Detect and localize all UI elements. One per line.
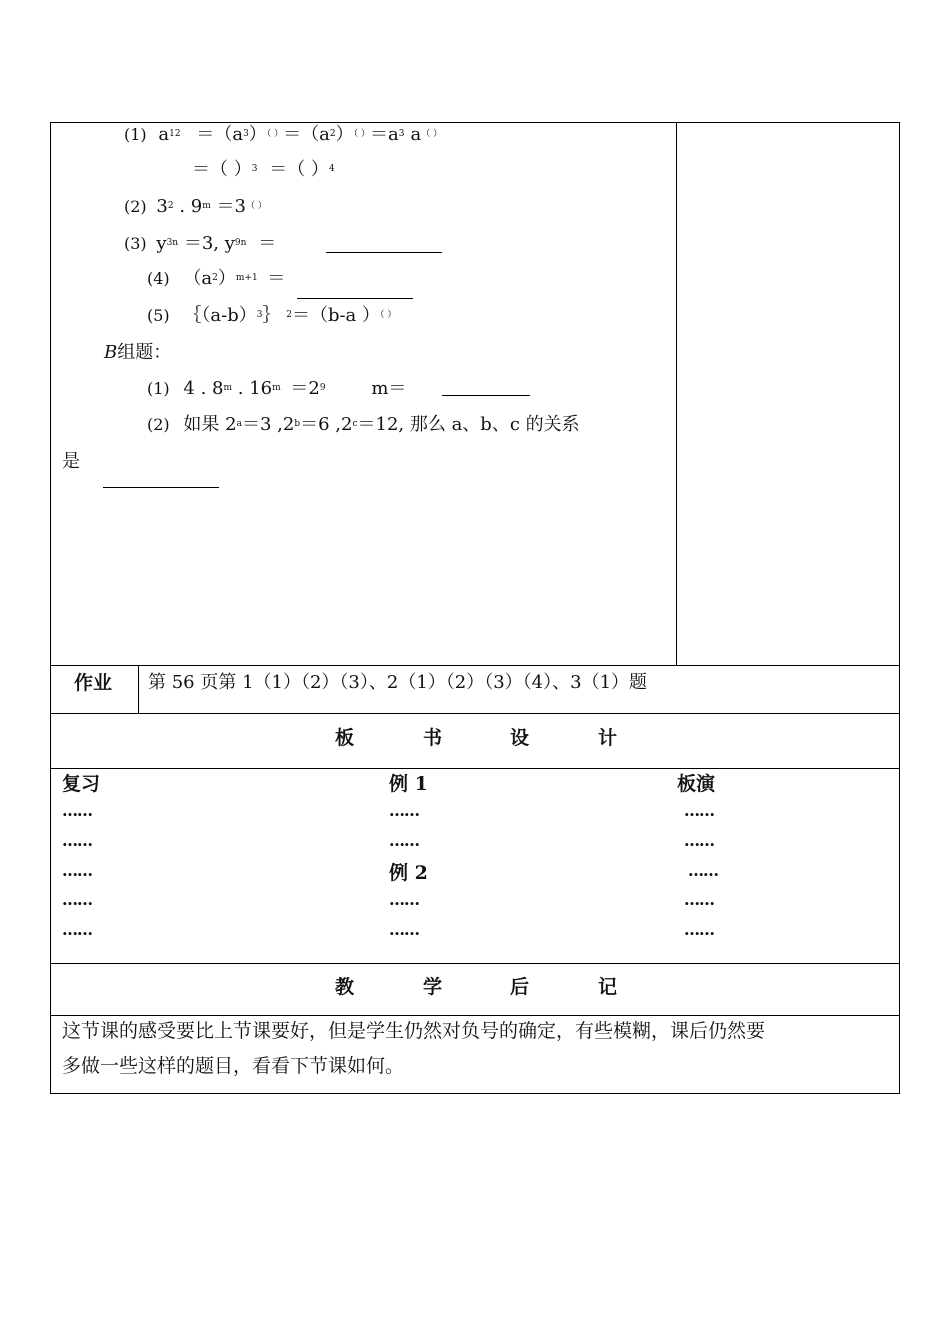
board-heading-char-3: 设 <box>510 727 530 749</box>
board-heading-top <box>50 713 900 714</box>
board-col2-dots-4: …… <box>389 920 419 939</box>
board-col1-dots-4: …… <box>62 890 92 909</box>
board-col-example1-title: 例 1 <box>389 773 428 795</box>
table-bottom-border <box>50 1093 900 1094</box>
answer-blank-a4[interactable] <box>297 298 413 299</box>
board-col1-dots-2: …… <box>62 831 92 850</box>
exercise-a2: (2) $3^2$ . 9$^m$ ＝3（ ） <box>124 196 267 217</box>
board-col2-dots-2: …… <box>389 831 419 850</box>
exercise-a3: (3) $y^{3n} =3$, $y^{9n}$ ＝ <box>124 233 277 254</box>
reflection-heading-char-4: 记 <box>598 976 618 998</box>
homework-label-divider <box>138 665 139 713</box>
exercise-b2: (2) 如果 $2^a=3$ ,2$^b$＝6 ,2$^c$＝12, 那么 a、b、c 的关系 <box>147 414 580 435</box>
board-heading-char-1: 板 <box>335 727 355 749</box>
reflection-heading-char-1: 教 <box>335 976 355 998</box>
homework-content: 第 56 页第 1（1）（2）（3）、2（1）（2）（3）（4）、3（1）题 <box>148 672 648 693</box>
board-col2-dots-3: …… <box>389 890 419 909</box>
board-heading-char-2: 书 <box>423 727 443 749</box>
exercise-b2-line2: 是 <box>62 451 80 472</box>
reflection-line-2: 多做一些这样的题目，看看下节课如何。 <box>62 1055 405 1077</box>
board-col2-dots-1: …… <box>389 801 419 820</box>
exercise-a5: (5) $\{(a-b)^3\}$ $^2$＝（b-a ）（ ） <box>147 305 397 326</box>
table-top-border <box>50 122 900 123</box>
board-content-top <box>50 768 900 769</box>
exercise-a4: (4) $(a^2)^{m+1}$ ＝ <box>147 268 286 289</box>
homework-label: 作业 <box>74 672 113 694</box>
board-col3-dots-4: …… <box>684 890 714 909</box>
board-col3-dots-3: …… <box>688 861 718 880</box>
exercise-a1: (1) $a^{12} =(a^3)^{( )}=(a^2)^{( )}=a^3$ a（ ） <box>124 124 443 145</box>
board-col1-dots-3: …… <box>62 861 92 880</box>
table-right-border <box>899 122 900 1094</box>
reflection-content-top <box>50 1015 900 1016</box>
table-left-border <box>50 122 51 1094</box>
board-col-example2-title: 例 2 <box>389 862 428 884</box>
board-col3-dots-2: …… <box>684 831 714 850</box>
board-col-review-title: 复习 <box>62 773 101 795</box>
answer-blank-b1[interactable] <box>442 395 530 396</box>
reflection-heading-top <box>50 963 900 964</box>
board-col3-dots-5: …… <box>684 920 714 939</box>
answer-blank-a3[interactable] <box>326 252 442 253</box>
reflection-heading-char-3: 后 <box>510 976 530 998</box>
group-b-heading: B组题： <box>104 342 172 363</box>
board-col3-dots-1: …… <box>684 801 714 820</box>
answer-blank-b2[interactable] <box>103 487 219 488</box>
notes-column-divider <box>676 122 677 665</box>
board-heading-char-4: 计 <box>598 727 618 749</box>
exercise-a1-line2: ＝（ ）$^3$ ＝（ ）$^4$ <box>192 159 335 180</box>
reflection-line-1: 这节课的感受要比上节课要好，但是学生仍然对负号的确定，有些模糊，课后仍然要 <box>62 1020 766 1042</box>
reflection-heading-char-2: 学 <box>423 976 443 998</box>
homework-row-top <box>50 665 900 666</box>
board-col1-dots-5: …… <box>62 920 92 939</box>
board-col-demo-title: 板演 <box>677 773 716 795</box>
exercise-b1: (1) 4 . 8$^m$ . $16^m =2^9$ m＝ <box>147 378 407 399</box>
board-col1-dots-1: …… <box>62 801 92 820</box>
